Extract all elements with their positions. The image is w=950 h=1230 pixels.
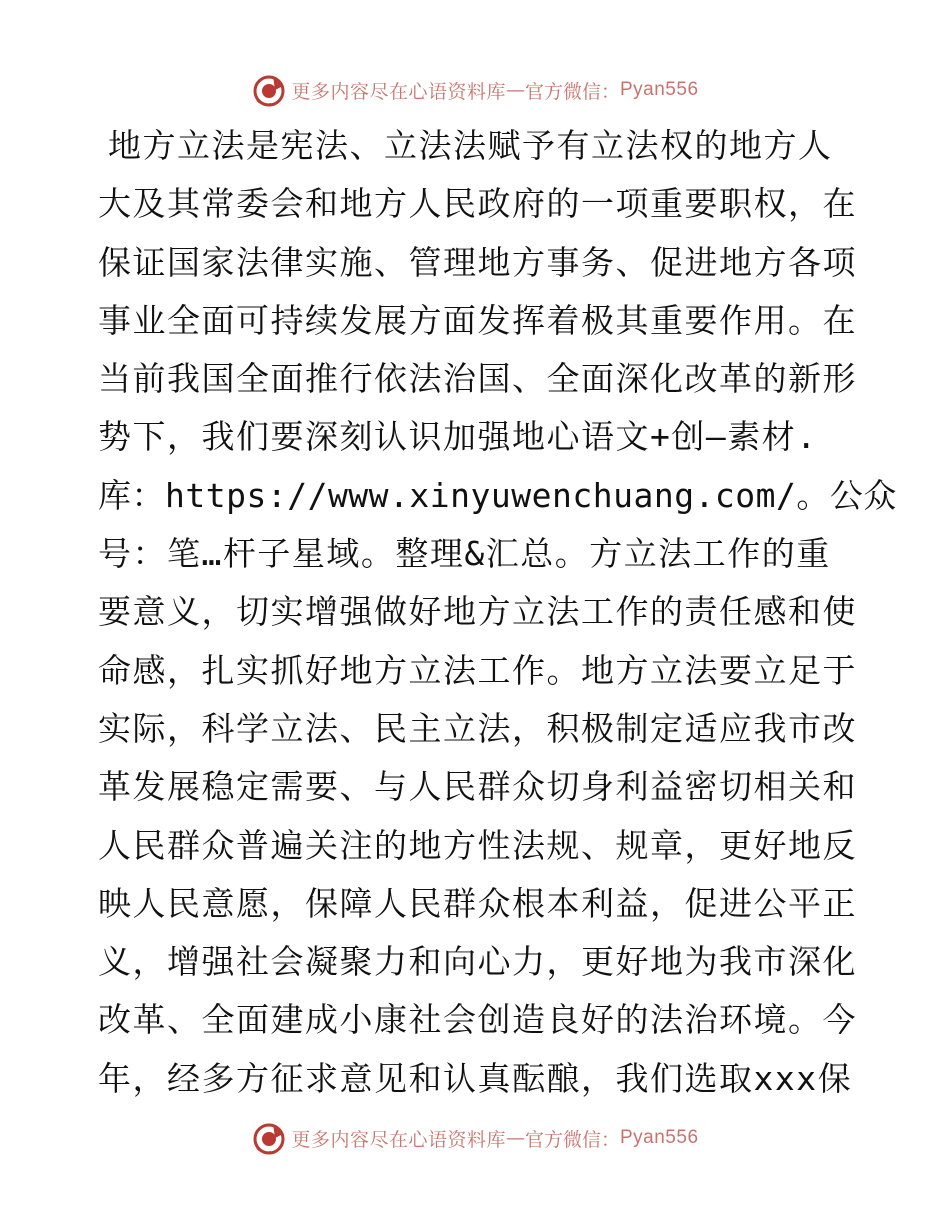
footer-separator: — (505, 1127, 525, 1149)
text-line: 义，增强社会凝聚力和向心力，更好地为我市深化 (98, 942, 857, 982)
text-line: 实际，科学立法、民主立法，积极制定适应我市改 (98, 708, 857, 748)
text-line: 革发展稳定需要、与人民群众切身利益密切相关和 (98, 767, 857, 807)
document-body (98, 117, 897, 1108)
text-line: 事业全面可持续发展方面发挥着极其重要作用。在 (98, 300, 857, 340)
text-line: 势下，我们要深刻认识加强地心语文+创—素材. (98, 417, 818, 457)
footer-brand-text: 更多内容尽在心语资料库 (291, 1128, 506, 1151)
header-separator: — (505, 79, 525, 101)
text-line: 大及其常委会和地方人民政府的一项重要职权，在 (98, 184, 857, 224)
text-line: 要意义，切实增强做好地方立法工作的责任感和使 (98, 592, 857, 632)
text-line: 映人民意愿，保障人民群众根本利益，促进公平正 (98, 883, 857, 923)
text-line: 保证国家法律实施、管理地方事务、促进地方各项 (98, 242, 857, 282)
header-brand-text: 更多内容尽在心语资料库 (291, 80, 506, 103)
text-line-url: 库：https://www.xinyuwenchuang.com/。公众 (98, 475, 897, 515)
footer-wechat-label: 官方微信： (524, 1128, 620, 1151)
text-line: 号：笔…杆子星域。整理&汇总。方立法工作的重 (98, 534, 831, 574)
header-wechat-label: 官方微信： (524, 80, 620, 103)
footer-banner[interactable] (0, 1118, 950, 1158)
header-banner[interactable] (0, 70, 950, 110)
brand-logo-icon (251, 1120, 287, 1156)
text-line: 改革、全面建成小康社会创造良好的法治环境。今 (98, 1000, 857, 1040)
brand-logo-icon (251, 72, 287, 108)
text-line: 年，经多方征求意见和认真酝酿，我们选取xxx保 (98, 1058, 853, 1098)
header-wechat-id: Pyan556 (620, 79, 699, 100)
text-line: 地方立法是宪法、立法法赋予有立法权的地方人 (108, 126, 833, 165)
text-line: 命感，扎实抓好地方立法工作。地方立法要立足于 (98, 650, 857, 690)
text-line: 人民群众普遍关注的地方性法规、规章，更好地反 (98, 825, 857, 865)
footer-wechat-id: Pyan556 (620, 1127, 699, 1148)
text-line: 当前我国全面推行依法治国、全面深化改革的新形 (98, 359, 857, 399)
